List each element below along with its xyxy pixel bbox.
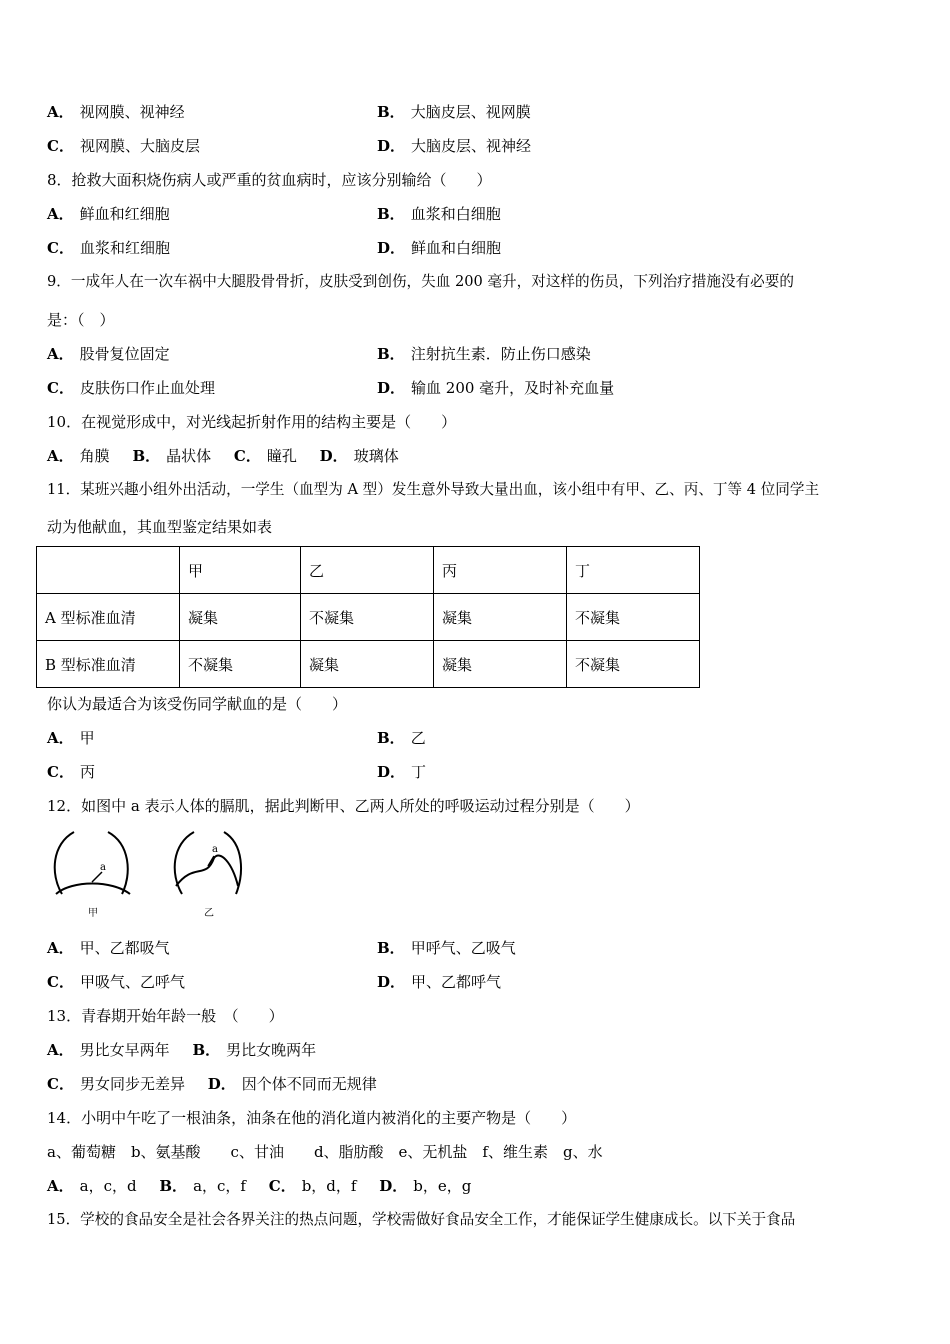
q11-option-d: D． 丁 xyxy=(377,763,427,781)
label-a-left: a xyxy=(100,862,106,873)
chest-outline-left xyxy=(55,832,74,894)
table-cell xyxy=(37,547,180,594)
q9-stem-line2: 是：（ ） xyxy=(47,311,115,329)
table-cell: 凝集 xyxy=(434,641,567,688)
table-cell: 不凝集 xyxy=(567,594,700,641)
table-cell: 不凝集 xyxy=(301,594,434,641)
diaphragm-dome xyxy=(176,856,238,886)
q9-option-a: A． 股骨复位固定 xyxy=(47,345,170,363)
q7-option-b: B． 大脑皮层、视网膜 xyxy=(377,103,531,121)
q11-stem-line1: 11．某班兴趣小组外出活动，一学生（血型为 A 型）发生意外导致大量出血，该小组中有甲、乙、丙、丁等 4 位同学主 xyxy=(47,481,820,498)
q9-option-c: C． 皮肤伤口作止血处理 xyxy=(47,379,215,397)
table-cell: 凝集 xyxy=(180,594,301,641)
q13-stem: 13．青春期开始年龄一般 （ ） xyxy=(47,1007,284,1025)
q12-stem: 12．如图中 a 表示人体的膈肌，据此判断甲、乙两人所处的呼吸运动过程分别是（ ） xyxy=(47,797,640,815)
q13-options-row2: C． 男女同步无差异 D． 因个体不同而无规律 xyxy=(47,1075,377,1093)
table-cell: 不凝集 xyxy=(180,641,301,688)
q12-option-b: B． 甲呼气、乙吸气 xyxy=(377,939,516,957)
q9-option-b: B． 注射抗生素．防止伤口感染 xyxy=(377,345,591,363)
q13-options-row1: A． 男比女早两年 B． 男比女晚两年 xyxy=(47,1041,317,1059)
table-cell: 凝集 xyxy=(301,641,434,688)
caption-left: 甲 xyxy=(88,908,98,919)
q7-option-d: D． 大脑皮层、视神经 xyxy=(377,137,532,155)
label-a-right: a xyxy=(212,844,218,855)
table-cell: 甲 xyxy=(180,547,301,594)
q10-stem: 10．在视觉形成中，对光线起折射作用的结构主要是（ ） xyxy=(47,413,457,431)
table-row xyxy=(37,641,700,688)
q8-option-c: C． 血浆和红细胞 xyxy=(47,239,170,257)
q14-stem: 14．小明中午吃了一根油条，油条在他的消化道内被消化的主要产物是（ ） xyxy=(47,1109,577,1127)
table-cell: 凝集 xyxy=(434,594,567,641)
q8-option-b: B． 血浆和白细胞 xyxy=(377,205,501,223)
diaphragm-pointer xyxy=(92,872,102,882)
q7-option-c: C． 视网膜、大脑皮层 xyxy=(47,137,200,155)
table-cell: 不凝集 xyxy=(567,641,700,688)
table-header-row xyxy=(37,547,700,594)
q12-option-a: A． 甲、乙都吸气 xyxy=(47,939,170,957)
table-cell: 丙 xyxy=(434,547,567,594)
q11-option-a: A． 甲 xyxy=(47,729,95,747)
q11-question: 你认为最适合为该受伤同学献血的是（ ） xyxy=(47,695,348,713)
table-cell: 丁 xyxy=(567,547,700,594)
q11-option-b: B． 乙 xyxy=(377,729,426,747)
q9-option-d: D． 输血 200 毫升，及时补充血量 xyxy=(377,379,615,397)
table-cell: B 型标准血清 xyxy=(37,641,180,688)
q8-option-a: A． 鲜血和红细胞 xyxy=(47,205,170,223)
caption-right: 乙 xyxy=(204,908,214,919)
table-cell: A 型标准血清 xyxy=(37,594,180,641)
q8-option-d: D． 鲜血和白细胞 xyxy=(377,239,502,257)
diaphragm-flat xyxy=(56,884,130,895)
q8-stem: 8．抢救大面积烧伤病人或严重的贫血病时，应该分别输给（ ） xyxy=(47,171,492,189)
diaphragm-diagram xyxy=(48,826,248,922)
q7-option-a: A． 视网膜、视神经 xyxy=(47,103,185,121)
table-row xyxy=(37,594,700,641)
q11-stem-line2: 动为他献血，其血型鉴定结果如表 xyxy=(47,518,273,536)
q12-option-d: D． 甲、乙都呼气 xyxy=(377,973,502,991)
q11-option-c: C． 丙 xyxy=(47,763,95,781)
q15-stem-line1: 15．学校的食品安全是社会各界关注的热点问题，学校需做好食品安全工作，才能保证学生健康成长。以下关于食品 xyxy=(47,1211,796,1228)
q14-options: A． a，c，d B． a，c，f C． b，d，f D． b，e，g xyxy=(47,1177,472,1195)
table-cell: 乙 xyxy=(301,547,434,594)
q9-stem-line1: 9．一成年人在一次车祸中大腿股骨骨折，皮肤受到创伤，失血 200 毫升，对这样的伤员，下列治疗措施没有必要的 xyxy=(47,273,794,290)
q12-option-c: C． 甲吸气、乙呼气 xyxy=(47,973,185,991)
blood-type-table xyxy=(36,546,700,688)
q14-items: a、葡萄糖 b、氨基酸 c、甘油 d、脂肪酸 e、无机盐 f、维生素 g、水 xyxy=(47,1143,603,1161)
q10-options: A． 角膜 B． 晶状体 C． 瞳孔 D． 玻璃体 xyxy=(47,447,399,465)
